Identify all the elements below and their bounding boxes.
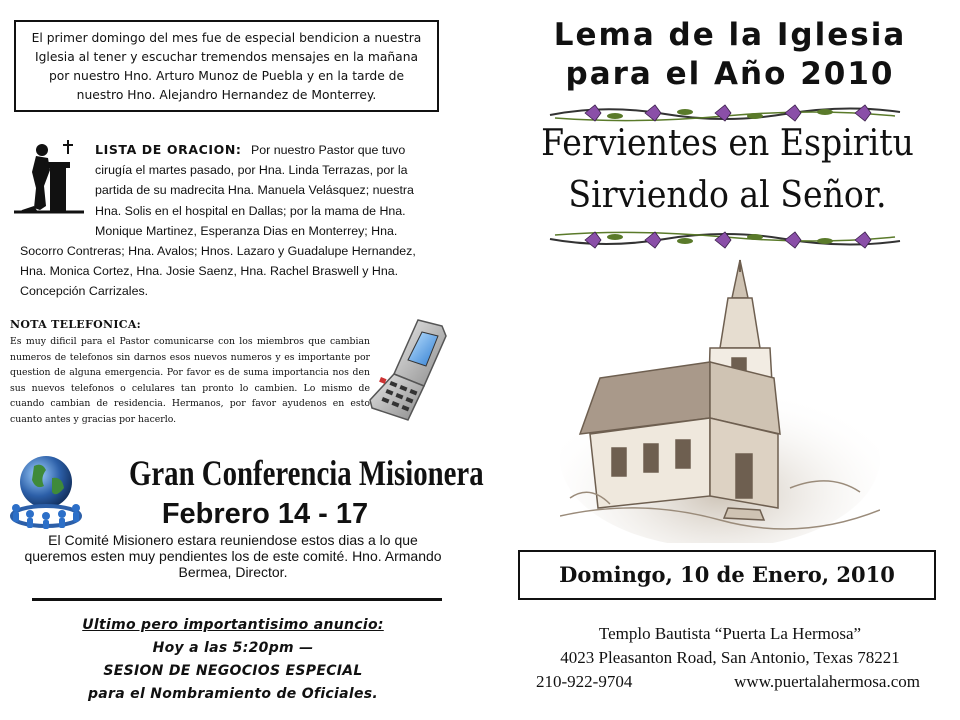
conference-date: Febrero 14 - 17: [161, 498, 369, 530]
globe-people-icon: [6, 448, 86, 530]
cell-phone-icon: [368, 316, 448, 424]
final-notice: [20, 614, 446, 706]
prayer-list-title: LISTA DE ORACION:: [95, 142, 242, 157]
church-phone: 210-922-9704: [536, 672, 633, 691]
church-address: 4023 Pleasanton Road, San Antonio, Texas 78221: [560, 648, 900, 667]
church-name: Templo Bautista “Puerta La Hermosa”: [598, 624, 862, 643]
prayer-list-text: Por nuestro Pastor que tuvo cirugía el martes pasado, por Hna. Linda Terrazas, por la partida de su madrecita Hna. Manuela Velásquez; nuestra Hna. Solis en el hospital en Dallas; por la mama de Hna. Monique Martinez, Esperanza Dias en Monterrey; Hna. Socorro Contreras; Hna. Avalos; Hnos. Lazaro y Guadalupe Hernandez, Hna. Monica Cortez, Hna. Josie Saenz, Hna. Rachel Braswell y Hna. Concepción Carrizales.: [20, 143, 416, 299]
service-date: Domingo, 10 de Enero, 2010: [559, 562, 895, 587]
intro-text: El primer domingo del mes fue de especial bendicion a nuestra Iglesia al tener y escuchar tremendos mensajes en la mañana por nuestro Hno. Arturo Munoz de Puebla y en la tarde de nuestro Hno. Alejandro Hernandez de Monterrey.: [31, 31, 422, 102]
floral-divider-icon: [545, 227, 905, 253]
motto-line-1: Lema de la Iglesia: [553, 17, 907, 53]
church-illustration: [560, 258, 880, 543]
final-notice-purpose: para el Nombramiento de Oficiales.: [87, 686, 379, 702]
theme-line-1: Fervientes en Espiritu: [541, 123, 914, 164]
conference-text: El Comité Misionero estara reuniendose estos dias a lo que queremos esten muy pendientes los de este comité. Hno. Armando Bermea, Director.: [24, 532, 442, 580]
phone-note-title: NOTA TELEFONICA:: [10, 318, 142, 331]
final-notice-session: SESION DE NEGOCIOS ESPECIAL: [103, 663, 363, 679]
phone-note-text: Es muy dificil para el Pastor comunicarse con los miembros que cambian numeros de telefonos sin darnos esos nuevos numeros y es importante por question de alguna emergencia. Por favor es de suma importancia nos den sus nuevos telefonos o celulares tan pronto lo cambien. Lo mismo de cuando cambian de residencia. Hermanos, por favor ayudenos en esto cuanto antes y gracias por hacerlo.: [10, 336, 370, 425]
conference-title: Gran Conferencia Misionera: [129, 453, 484, 493]
church-website[interactable]: www.puertalahermosa.com: [734, 672, 920, 691]
divider-line: [32, 598, 442, 601]
intro-announcement-box: [14, 20, 439, 112]
final-notice-heading: Ultimo pero importantisimo anuncio:: [82, 617, 384, 633]
theme-line-2: Sirviendo al Señor.: [568, 175, 887, 216]
prayer-list: [20, 140, 436, 302]
motto-line-2: para el Año 2010: [565, 56, 895, 92]
service-date-box: [518, 550, 936, 600]
final-notice-time: Hoy a las 5:20pm —: [152, 640, 314, 656]
motto-heading: [510, 16, 950, 94]
church-contact-info: [520, 622, 940, 694]
theme-heading: [523, 118, 932, 222]
